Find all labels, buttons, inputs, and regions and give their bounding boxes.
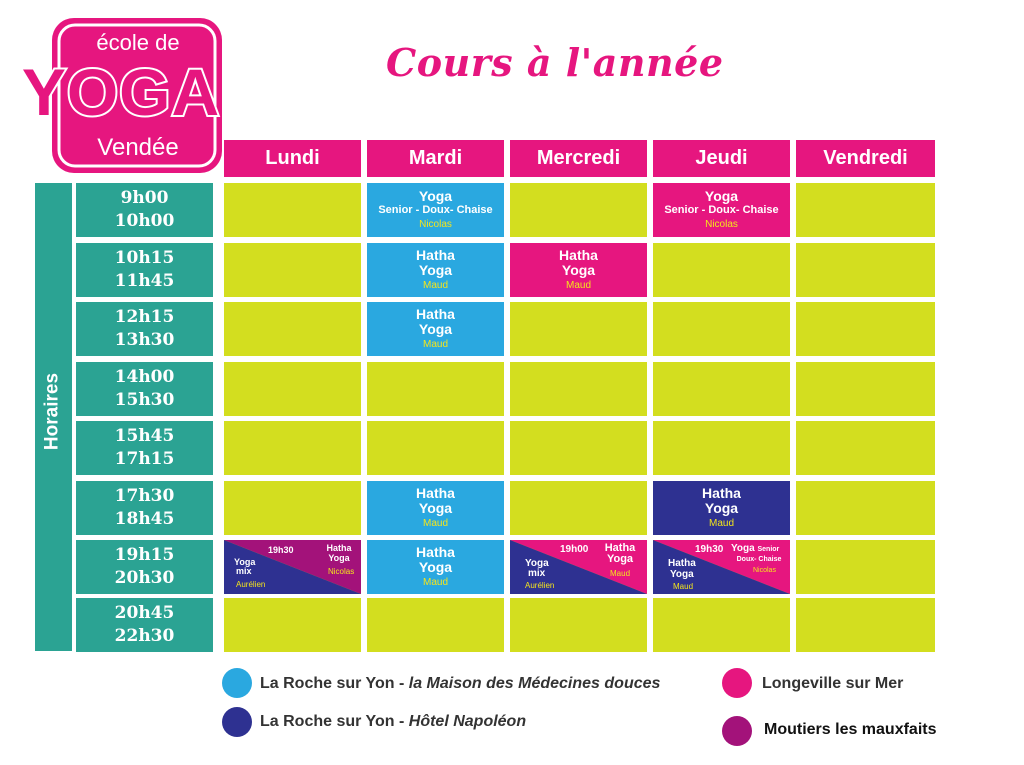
legend-dot-dark-blue — [222, 707, 252, 737]
schedule-cell — [796, 243, 935, 297]
class-jeudi-19h15-split: 19h30 Yoga Senior Doux- Chaise Nicolas Hatha Yoga Maud — [653, 540, 790, 594]
day-header-jeudi: Jeudi — [653, 140, 790, 177]
legend-dot-light-blue — [222, 668, 252, 698]
horaires-label: Horaires — [41, 372, 62, 451]
schedule-cell — [653, 598, 790, 652]
schedule-cell — [510, 421, 647, 475]
class-jeudi-17h30: Hatha Yoga Maud — [653, 481, 790, 535]
time-slot: 9h00 10h00 — [76, 183, 213, 237]
schedule-cell — [224, 598, 361, 652]
schedule-cell — [510, 481, 647, 535]
class-mardi-19h15: Hatha Yoga Maud — [367, 540, 504, 594]
schedule-cell — [796, 481, 935, 535]
class-jeudi-9h00: Yoga Senior - Doux- Chaise Nicolas — [653, 183, 790, 237]
time-slot: 19h15 20h30 — [76, 540, 213, 594]
schedule-cell — [510, 362, 647, 416]
time-slot: 17h30 18h45 — [76, 481, 213, 535]
schedule-cell — [796, 362, 935, 416]
schedule-cell — [224, 481, 361, 535]
class-mardi-10h15: Hatha Yoga Maud — [367, 243, 504, 297]
time-slot: 12h15 13h30 — [76, 302, 213, 356]
schedule-cell — [653, 421, 790, 475]
logo-line1: école de — [96, 30, 180, 55]
schedule-cell — [796, 302, 935, 356]
logo-line3: Vendée — [97, 134, 179, 161]
page-title: Cours à l'année — [386, 40, 724, 85]
schedule-cell — [367, 421, 504, 475]
time-slot: 10h15 11h45 — [76, 243, 213, 297]
day-header-mardi: Mardi — [367, 140, 504, 177]
class-mardi-17h30: Hatha Yoga Maud — [367, 481, 504, 535]
legend-longeville: Longeville sur Mer — [762, 675, 904, 692]
schedule-cell — [367, 362, 504, 416]
schedule-cell — [796, 540, 935, 594]
schedule-cell — [653, 243, 790, 297]
schedule-cell — [224, 183, 361, 237]
legend-dot-purple — [722, 716, 752, 746]
logo-line2: YOGA — [21, 55, 221, 129]
schedule-cell — [796, 421, 935, 475]
class-mercredi-10h15: Hatha Yoga Maud — [510, 243, 647, 297]
schedule-cell — [653, 362, 790, 416]
split-time: 19h30 — [268, 545, 294, 555]
horaires-column — [35, 183, 72, 651]
schedule-cell — [224, 421, 361, 475]
legend-la-roche-hotel: La Roche sur Yon - Hôtel Napoléon — [260, 713, 527, 730]
split-time: 19h00 — [560, 544, 589, 555]
class-mardi-9h00: Yoga Senior - Doux- Chaise Nicolas — [367, 183, 504, 237]
class-mardi-12h15: Hatha Yoga Maud — [367, 302, 504, 356]
schedule-cell — [367, 598, 504, 652]
legend-la-roche-maison: La Roche sur Yon - la Maison des Médecines douces — [260, 675, 661, 692]
time-slot: 20h45 22h30 — [76, 598, 213, 652]
class-lundi-19h15-split: 19h30 Hatha Yoga Nicolas Yoga mix Aurélien — [224, 540, 361, 594]
split-time: 19h30 — [695, 544, 724, 555]
schedule-cell — [510, 302, 647, 356]
schedule-cell — [653, 302, 790, 356]
schedule-cell — [510, 183, 647, 237]
schedule-cell — [796, 598, 935, 652]
time-slot: 14h00 15h30 — [76, 362, 213, 416]
logo — [16, 18, 226, 178]
schedule-cell — [224, 362, 361, 416]
day-header-mercredi: Mercredi — [510, 140, 647, 177]
schedule-cell — [224, 243, 361, 297]
day-header-lundi: Lundi — [224, 140, 361, 177]
class-mercredi-19h15-split: 19h00 Hatha Yoga Maud Yoga mix Aurélien — [510, 540, 647, 594]
day-header-vendredi: Vendredi — [796, 140, 935, 177]
schedule-cell — [224, 302, 361, 356]
legend-dot-pink — [722, 668, 752, 698]
legend-moutiers: Moutiers les mauxfaits — [764, 721, 937, 738]
schedule-cell — [796, 183, 935, 237]
time-slot: 15h45 17h15 — [76, 421, 213, 475]
schedule-cell — [510, 598, 647, 652]
